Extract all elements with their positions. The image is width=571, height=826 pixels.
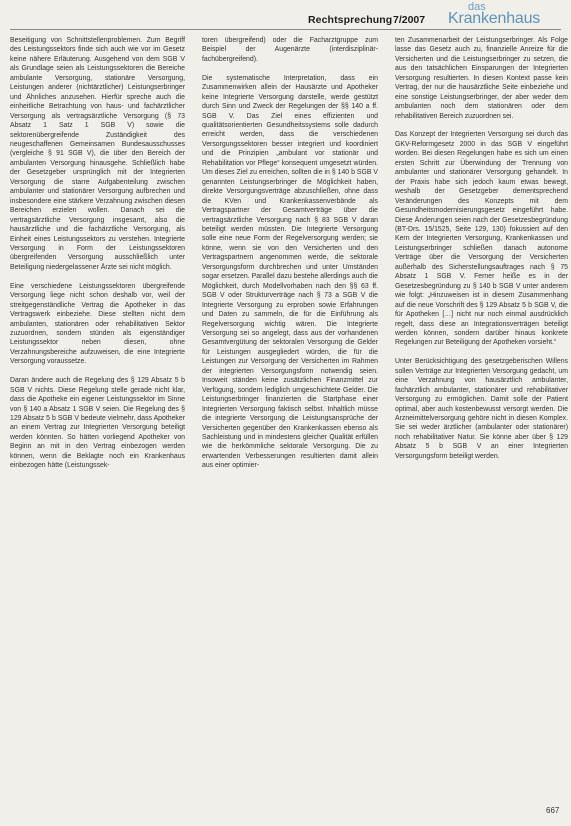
paragraph: toren übergreifend) oder die Facharztgruppe zum Beispiel der Augenärzte (interdisziplinär-fachübergreifend). xyxy=(202,37,378,63)
text-column-right xyxy=(395,36,568,634)
paragraph: ten Zusammenarbeit der Leistungserbringer. Als Folge lasse das Gesetz auch zu, finanzielle Anreize für die Versicherten und die Leistungserbringer zu setzen, die aus den tatsächlichen Einsparungen der Integrierten Versorgung resultierten. In diesen Kontext passe kein Vertrag, der nur die hausärztliche Seite einbeziehe und eine sonstige Leistungserbringer, der aber weder dem ambulanten noch dem stationären oder dem rehabilitativen Bereich zuzuordnen sei. xyxy=(395,37,568,120)
section-title: Rechtsprechung xyxy=(308,14,393,26)
text-column-middle xyxy=(202,36,378,798)
paragraph: Eine verschiedene Leistungssektoren übergreifende Versorgung liege nicht schon deshalb vor, weil der streitgegenständliche Vertrag die Apotheker in das Vertragswerk einbeziehe. Diese stellten nicht dem ambulanten, stationären oder rehabilitativen Sektor zuzuordnen, sondern stünden als eigenständiger Leistungssektor neben diesen, ohne Verzahnungsbereiche aufzuweisen, die eine Integrierte Versorgung voraussetze. xyxy=(10,282,185,366)
page-number: 667 xyxy=(546,806,560,815)
paragraph: Die systematische Interpretation, dass ein Zusammenwirken allein der Hausärzte und Apotheker keine Integrierte Versorgung darstelle, werde gestützt durch Sinn und Zweck der Regelungen der §§ 140 a ff. SGB V. Das Ziel eines effizienten und qualitätsorientierten Gesundheitssystems solle dadurch erreicht werden, dass die verschiedenen Versorgungssektoren besser integriert und koordiniert und die Prinzipien „ambulant vor stationär und Rehabilitation vor Pflege“ konsequent umgesetzt würden. Um dieses Ziel zu erreichen, sollten die in § 140 b SGB V genannten Leistungserbringer die Möglichkeit haben, direkte Versorgungsverträge abzuschließen, ohne dass die KVen und Krankenkassenverbände als Vertragspartner der Gesamtverträge über die vertragsärztliche Versorgung nach § 83 SGB V daran beteiligt werden müssten. Die Integrierte Versorgung solle eine neue Form der Regelversorgung werden; sie könne, wenn sie von den Versicherten und den Vertragspartnern angenommen werde, die sektorale Versorgungsform durchbrechen und unter Umständen sogar ersetzen. Parallel dazu bestehe allerdings auch die Möglichkeit, durch Modellvorhaben nach den §§ 63 ff. SGB V oder Strukturverträge nach § 73 a SGB V die Integrierte Versorgung zu erproben sowie Erfahrungen und Daten zu sammeln, die für die Einführung als Regelversorgung wichtig wären. Die Integrierte Versorgung sei so angelegt, dass aus der vorhandenen Gesamtvergütung der sektoralen Versorgung die Gelder für Leistungen ausgegliedert würden, die für die Leistungen zur Versorgung der Versicherten im Rahmen der integrierten Versorgungsform notwendig seien. Insoweit ständen keine zusätzlichen Finanzmittel zur Verfügung, sondern lediglich umgeschichtete Gelder. Die Leistungserbringer finanzierten die Startphase einer Integrierten Versorgung faktisch selbst. Inhaltlich müsse die integrierte Versorgung die Leistungsansprüche der Versicherten gegenüber den Krankenkassen ebenso als Sachleistung und in mindestens gleicher Qualität erfüllen wie die herkömmliche sektorale Versorgung. Die zu erwartenden Verbesserungen resultierten damit allein aus einer optimier- xyxy=(202,74,378,470)
header-divider xyxy=(10,29,561,30)
page-header xyxy=(0,0,571,32)
paragraph: Das Konzept der Integrierten Versorgung sei durch das GKV-Reformgesetz 2000 in das SGB V eingeführt worden. Bei diesen Regelungen habe es sich um einen ersten Schritt zur Überwindung der Trennung von ambulanter und stationärer Versorgung gehandelt. In der Praxis habe sich jedoch kaum etwas bewegt, weshalb der Gesetzgeber dementsprechend Veränderungen des Konzepts mit dem Gesundheitsmodernisierungsgesetz eingeführt habe. Diese Änderungen seien nach der Gesetzesbegründung (BT-Drs. 15/1525, Seite 129, 130) fokussiert auf den Kern der Integrierten Versorgung, Krankenkassen und Leistungserbringer schließen danach autonome Verträge über die Versorgung der Versicherten außerhalb des Sicherstellungsauftrages nach § 75 Absatz 1 SGB V. Ferner heiße es in der Gesetzesbegründung zu § 140 b SGB V unter anderem wie folgt: „Hinzuweisen ist in diesem Zusammenhang auf die neue Vorschrift des § 129 Absatz 5 b SGB V, die für Apotheken […] nicht nur noch einmal ausdrücklich regelt, dass diese an Integrationsverträgen beteiligt werden können, sondern darüber hinaus konkrete Regelungen zur Beteiligung der Apotheken vorsieht.“ xyxy=(395,131,568,347)
logo-wordmark: Krankenhaus xyxy=(448,10,541,27)
paragraph: Daran ändere auch die Regelung des § 129 Absatz 5 b SGB V nichts. Diese Regelung stelle gerade nicht klar, dass die Apotheke ein eigener Leistungssektor im Sinne von § 140 a Absatz 1 SGB V seien. Die Regelung des § 129 Absatz 5 b SGB V bedeute vielmehr, dass Apotheker an einem Vertrag zur Integrierten Versorgung beteiligt werden könnten. So hätten vorliegend Apotheker von Beginn an mit in den Vertrag einbezogen werden können, wenn die Beklagte noch ein Krankenhaus einbezogen hätte (Leistungssek- xyxy=(10,377,185,470)
issue-number: 7/2007 xyxy=(393,14,426,26)
paragraph: Unter Berücksichtigung des gesetzgeberischen Willens sollen Verträge zur Integrierten Versorgung gedacht, um eine Verzahnung von hausärztlich ambulanter, fachärztlich ambulanter, stationärer und rehabilitativer Versorgung zu ermöglichen. Damit solle der Patient optimal, aber auch kostenbewusst versorgt werden. Die Arzneimittelversorgung gehöre nicht in diesen Komplex. Sie sei weder ärztlicher (ambulanter oder stationärer) noch rehabilitativer Natur. Sie könne aber über § 129 Absatz 5 b SGB V an einer Integrierten Versorgungsform beteiligt werden. xyxy=(395,358,568,460)
text-column-left xyxy=(10,36,185,796)
logo-prefix: das xyxy=(468,1,486,13)
journal-logo xyxy=(448,2,563,28)
paragraph: Beseitigung von Schnittstellenproblemen. Zum Begriff des Leistungssektors finde sich auch wie vor im Gesetz keine nähere Erläuterung. Ausgehend von dem SGB V als Grundlage seien als Leistungssektoren die Bereiche ambulante Versorgung, stationäre Versorgung, Leistungen anderer (nichtärztlicher) Leistungserbringer und Ähnliches anzusehen. Hierfür spreche auch die einheitliche Betrachtung von haus- und fachärztlicher Versorgung als vertragsärztliche Versorgung (§ 73 Absatz 1 Satz 1 SGB V) sowie die sektorenübergreifende Zuständigkeit des neugeschaffenen Gemeinsamen Bundesausschusses (vergleiche § 91 SGB V), die über den Bereich der ambulanten Versorgung hinausgehe. Schließlich habe der Gesetzgeber ursprünglich mit der Integrierten Versorgung die starre Aufgabenteilung zwischen ambulanter und stationärer Versorgung aufbrechen und insbesondere eine stärkere Verzahnung zwischen diesen Bereichen erzielen wollen. Danach sei die vertragsärztliche Versorgung insgesamt, also die hausärztliche und die fachärztliche Versorgung, als Einheit eines Leistungssektors zu verstehen. Integrierte Versorgung in Form der Leistungssektoren übergreifenden Versorgung ausschließlich unter Beteiligung niedergelassener Ärzte sei nicht möglich. xyxy=(10,37,185,271)
